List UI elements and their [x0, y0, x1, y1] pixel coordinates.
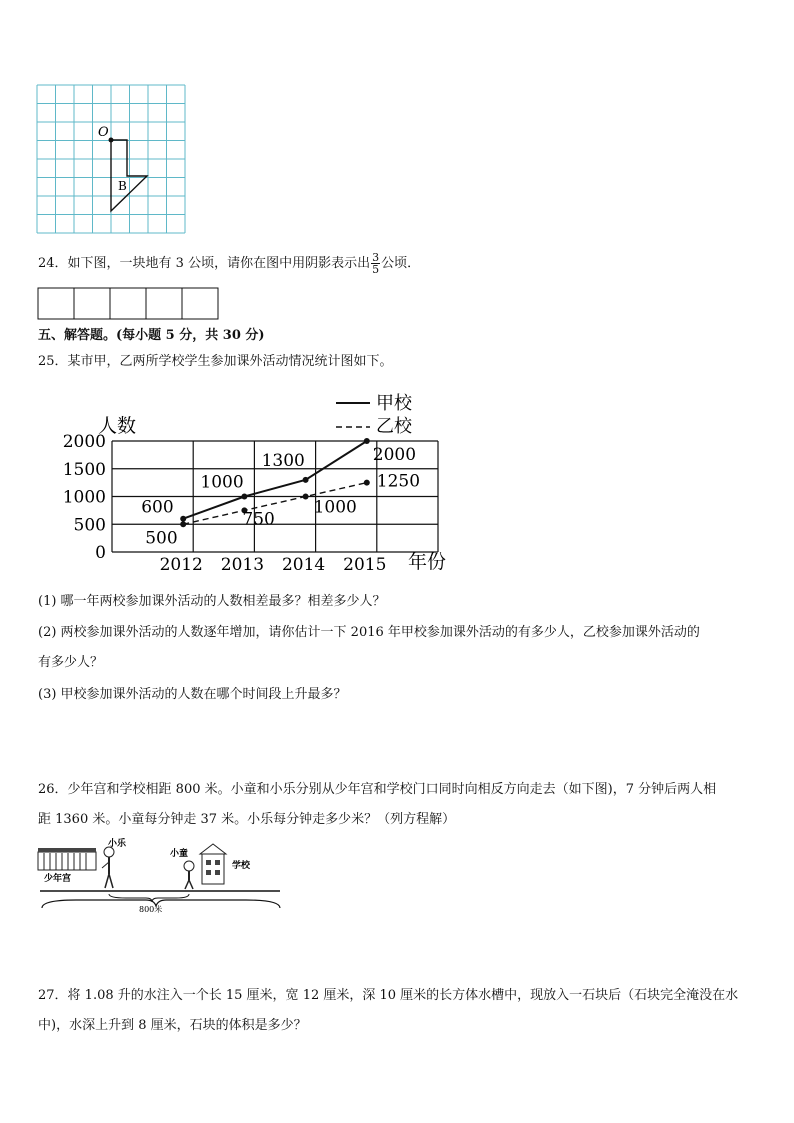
q26-line1: 26．少年宫和学校相距 800 米。小童和小乐分别从少年宫和学校门口同时向相反方向走去（如下图)，7 分钟后两人相 [38, 782, 717, 797]
youth-palace-building [38, 848, 96, 870]
q24-fraction [371, 252, 380, 275]
school-building [200, 844, 226, 884]
q25-sub1: (1) 哪一年两校参加课外活动的人数相差最多？相差多少人？ [38, 594, 386, 609]
q24-text [38, 252, 420, 275]
data-point [364, 438, 370, 444]
x-tick-label: 2014 [281, 555, 326, 575]
data-label: 750 [242, 509, 275, 530]
data-label: 1300 [261, 450, 305, 471]
q25-line-chart [40, 386, 460, 578]
y-tick-label: 0 [95, 543, 106, 563]
q24-text-after: 公顷． [381, 256, 421, 271]
data-point [303, 494, 309, 500]
legend-label-jia: 甲校 [376, 393, 412, 414]
q25-sub2-line1: (2) 两校参加课外活动的人数逐年增加，请你估计一下 2016 年甲校参加课外活动的有多少人，乙校参加课外活动的 [38, 625, 700, 640]
data-label: 1250 [376, 471, 421, 492]
distance-label: 800米 [139, 905, 163, 914]
data-point [180, 521, 186, 527]
q27-line2: 中)，水深上升到 8 厘米，石块的体积是多少？ [38, 1018, 307, 1033]
xiaotong-label: 小童 [170, 849, 189, 859]
q24-land-strip[interactable] [37, 287, 221, 321]
section5-heading: 五、解答题。(每小题 5 分，共 30 分) [38, 328, 265, 343]
data-point [364, 480, 370, 486]
y-tick-label: 1000 [62, 487, 106, 508]
data-label: 500 [145, 528, 178, 549]
x-tick-label: 2015 [343, 555, 387, 575]
shape-b-label: B [118, 179, 127, 193]
xiaole-label: 小乐 [108, 839, 127, 849]
chart-ylabel: 人数 [98, 415, 137, 437]
data-point [180, 516, 186, 522]
q24-text-before: 24．如下图，一块地有 3 公顷，请你在图中用阴影表示出 [38, 256, 371, 271]
data-point [241, 494, 247, 500]
y-tick-label: 500 [73, 515, 106, 536]
q27-line1: 27．将 1.08 升的水注入一个长 15 厘米，宽 12 厘米，深 10 厘米的长方体水槽中，现放入一石块后（石块完全淹没在水 [38, 988, 739, 1003]
q24-frac-num: 3 [372, 251, 380, 264]
xiaotong-figure [184, 861, 194, 889]
q24-frac-den: 5 [372, 263, 380, 276]
q25-sub2-line2: 有多少人？ [38, 655, 104, 670]
q26-line2: 距 1360 米。小童每分钟走 37 米。小乐每分钟走多少米？（列方程解） [38, 812, 456, 827]
point-o-label: O [98, 125, 109, 140]
y-tick-label: 2000 [62, 432, 106, 452]
grid-figure [36, 84, 188, 236]
q26-walk-diagram [36, 836, 286, 918]
school-label: 学校 [232, 861, 251, 871]
x-tick-label: 2013 [220, 555, 265, 575]
y-tick-label: 1500 [62, 459, 106, 480]
q25-text: 25．某市甲，乙两所学校学生参加课外活动情况统计图如下。 [38, 354, 393, 369]
x-tick-label: 2012 [159, 555, 203, 575]
xiaole-figure [102, 847, 114, 888]
data-label: 600 [141, 497, 174, 518]
data-label: 2000 [372, 445, 417, 465]
q25-sub3: (3) 甲校参加课外活动的人数在哪个时间段上升最多？ [38, 687, 347, 702]
data-point [303, 477, 309, 483]
palace-label: 少年宫 [44, 874, 72, 884]
data-label: 1000 [313, 497, 357, 518]
point-o [109, 138, 114, 143]
chart-xlabel: 年份 [408, 551, 447, 573]
legend-label-yi: 乙校 [376, 416, 412, 437]
data-label: 1000 [200, 472, 244, 493]
